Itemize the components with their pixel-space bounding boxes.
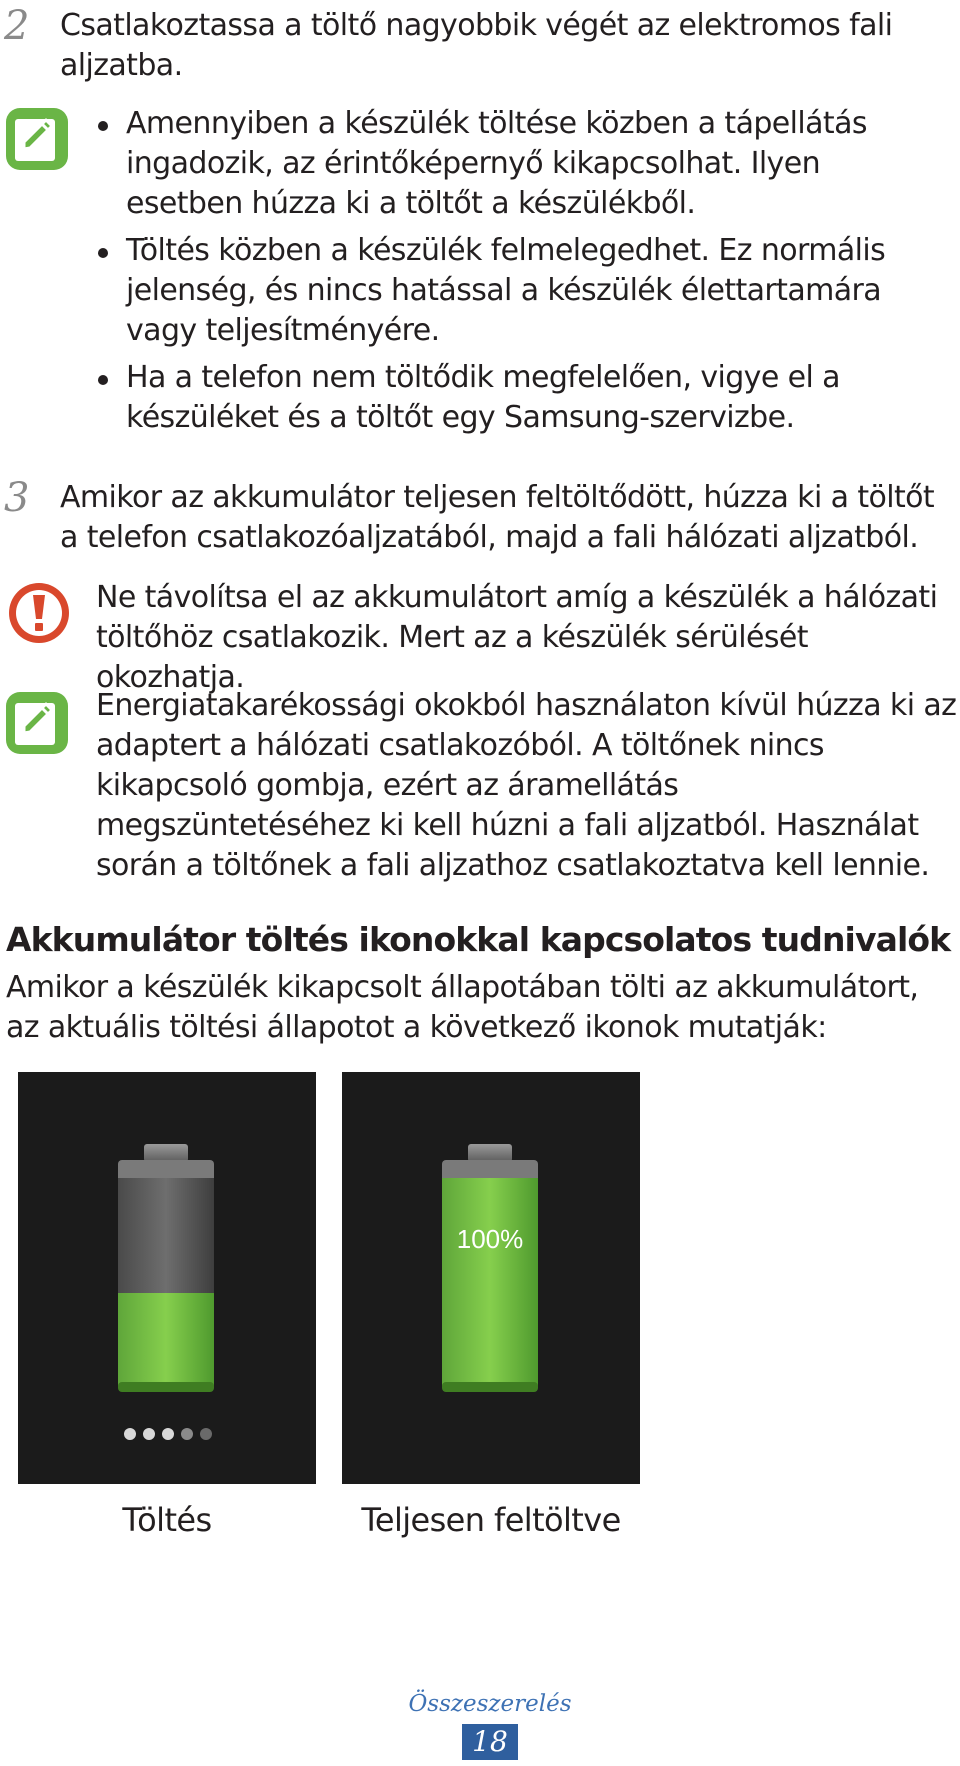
full-figure xyxy=(342,1072,640,1484)
page-number: 18 xyxy=(462,1724,518,1760)
warning-icon xyxy=(6,580,72,646)
battery-fill xyxy=(442,1178,538,1388)
battery-fill xyxy=(118,1293,214,1388)
step-number-3: 3 xyxy=(4,475,30,521)
note-icon xyxy=(4,690,70,756)
section-intro: Amikor a készülék kikapcsolt állapotában tölti az akkumulátort, az aktuális töltési állapotot a következő ikonok mutatják: xyxy=(6,970,919,1045)
battery-bottom xyxy=(118,1382,214,1392)
battery-cap xyxy=(144,1144,188,1162)
step-3-text: Amikor az akkumulátor teljesen feltöltődött, húzza ki a töltőt a telefon csatlakozóaljzatából, majd a fali hálózati aljzatból. xyxy=(60,480,935,555)
progress-dot xyxy=(200,1428,212,1440)
note-2-text: Energiatakarékossági okokból használaton kívül húzza ki az adaptert a hálózati csatlakozóból. A töltőnek nincs kikapcsoló gombja, ezért az áramellátás megszüntetéséhez ki kell húzni a fali aljzatból. Használat során a töltőnek a fali aljzathoz csatlakoztatva kell lennie. xyxy=(96,688,957,883)
section-title: Akkumulátor töltés ikonokkal kapcsolatos tudnivalók xyxy=(6,920,951,959)
battery-icon xyxy=(18,1072,316,1484)
charging-caption: Töltés xyxy=(122,1501,212,1539)
progress-dot xyxy=(181,1428,193,1440)
step-number-2: 2 xyxy=(4,3,30,49)
progress-dot xyxy=(162,1428,174,1440)
battery-icon xyxy=(342,1072,640,1484)
battery-bottom xyxy=(442,1382,538,1392)
step-2-text: Csatlakoztassa a töltő nagyobbik végét az elektromos fali aljzatba. xyxy=(60,8,893,83)
note-item: Amennyiben a készülék töltése közben a tápellátás ingadozik, az érintőképernyő kikapcsolhat. Ilyen esetben húzza ki a töltőt a készülékből. xyxy=(98,104,928,224)
chapter-title: Összeszerelés xyxy=(408,1691,572,1717)
progress-dot xyxy=(143,1428,155,1440)
charge-percent-label: 100% xyxy=(456,1224,524,1254)
full-caption: Teljesen feltöltve xyxy=(361,1501,621,1539)
note-item: Ha a telefon nem töltődik megfelelően, vigye el a készüléket és a töltőt egy Samsung-szervizbe. xyxy=(98,358,928,438)
note-list xyxy=(98,104,928,445)
note-item: Töltés közben a készülék felmelegedhet. Ez normális jelenség, és nincs hatással a készülék élettartamára vagy teljesítményére. xyxy=(98,231,928,351)
battery-cap xyxy=(468,1144,512,1162)
progress-dot xyxy=(124,1428,136,1440)
note-icon xyxy=(4,106,70,172)
charging-figure xyxy=(18,1072,316,1484)
warning-text: Ne távolítsa el az akkumulátort amíg a készülék a hálózati töltőhöz csatlakozik. Mert az a készülék sérülését okozhatja. xyxy=(96,580,938,695)
